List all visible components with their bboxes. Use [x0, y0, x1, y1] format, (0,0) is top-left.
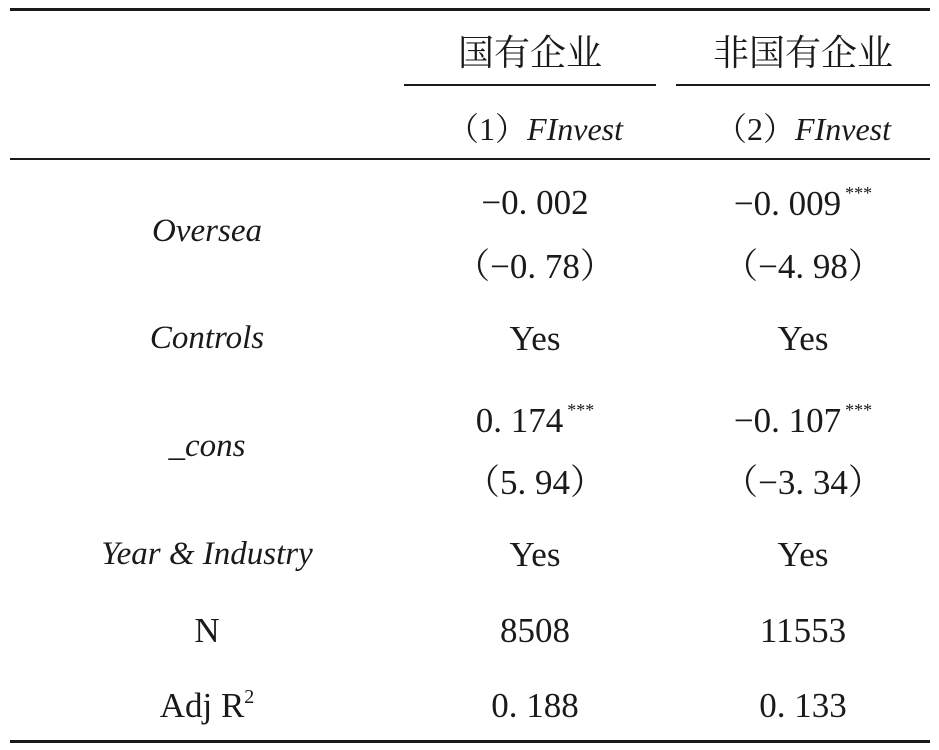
significance-stars: ***: [567, 400, 595, 420]
group1-underline: [404, 84, 656, 86]
significance-stars: ***: [845, 183, 873, 203]
col1-header: [404, 104, 666, 150]
cons-col2-coef: [676, 400, 930, 441]
oversea-col1-coef: −0. 002: [481, 183, 589, 222]
col2-variable: FInvest: [795, 111, 891, 147]
n-col2: 11553: [759, 611, 847, 650]
col2-number: （2）: [715, 111, 796, 147]
col1-variable: FInvest: [527, 111, 623, 147]
row-label-cons: _cons: [168, 428, 246, 464]
cons-col1-coef: [404, 400, 666, 441]
row-label-n: N: [194, 611, 220, 650]
adj-r2-col2: 0. 133: [759, 686, 847, 725]
oversea-col1-tstat: （−0. 78）: [455, 247, 615, 286]
cons-col1-tstat: （5. 94）: [464, 463, 605, 502]
cons-col1-value: 0. 174: [475, 401, 564, 440]
superscript-2: 2: [244, 686, 255, 708]
oversea-col2-coef: [676, 183, 930, 224]
group2-underline: [676, 84, 930, 86]
year-industry-col2: Yes: [777, 535, 829, 574]
adj-r2-col1: 0. 188: [491, 686, 579, 725]
group1-header: 国有企业: [457, 33, 602, 74]
oversea-col2-tstat: （−4. 98）: [723, 247, 883, 286]
row-label-adj-r2: [10, 686, 404, 726]
adj-r-text: Adj R: [159, 686, 245, 725]
cons-col2-tstat: （−3. 34）: [723, 463, 883, 502]
row-label-oversea: Oversea: [152, 213, 262, 249]
cons-col2-value: −0. 107: [733, 401, 842, 440]
top-rule: [10, 8, 930, 11]
bottom-rule: [10, 740, 930, 743]
group2-header: 非国有企业: [712, 33, 893, 74]
row-label-year-industry: Year & Industry: [101, 536, 313, 572]
year-industry-col1: Yes: [509, 535, 561, 574]
header-rule: [10, 158, 930, 160]
oversea-col2-value: −0. 009: [733, 184, 842, 223]
row-label-controls: Controls: [149, 320, 265, 356]
n-col1: 8508: [500, 611, 570, 650]
col2-header: [676, 104, 930, 150]
col1-number: （1）: [447, 111, 528, 147]
controls-col2: Yes: [777, 319, 829, 358]
significance-stars: ***: [845, 400, 873, 420]
controls-col1: Yes: [509, 319, 561, 358]
